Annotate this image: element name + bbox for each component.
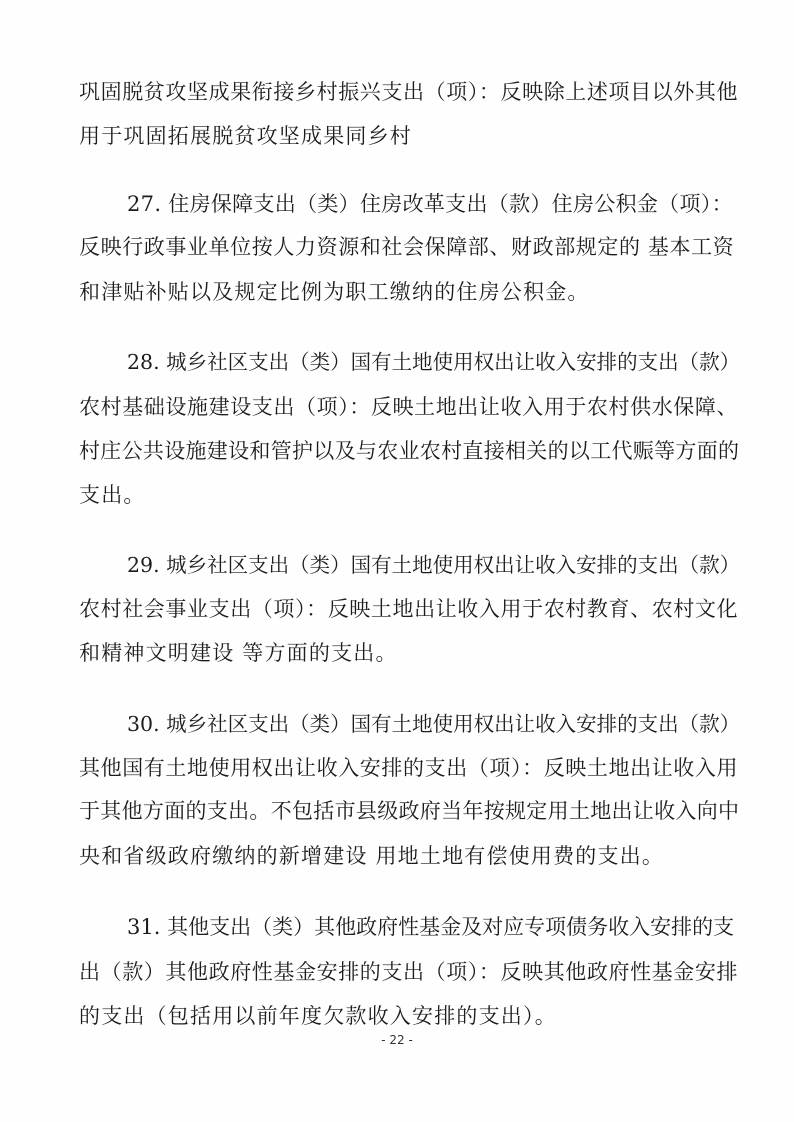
page-number: - 22 - — [381, 1033, 413, 1047]
text-line: 出（款）其他政府性基金安排的支出（项）：反映其他政府性基金安排 — [79, 960, 739, 984]
text-line: 农村基础设施建设支出（项）：反映土地出让收入用于农村供水保障、 — [79, 395, 739, 419]
text-line: 央和省级政府缴纳的新增建设 用地土地有偿使用费的支出。 — [79, 844, 665, 868]
text-line: 30. 城乡社区支出（类）国有土地使用权出让收入安排的支出（款） — [127, 712, 741, 736]
text-line: 27. 住房保障支出（类）住房改革支出（款）住房公积金（项）： — [127, 192, 733, 216]
text-line: 的支出（包括用以前年度欠款收入安排的支出）。 — [79, 1004, 557, 1028]
text-line: 31. 其他支出（类）其他政府性基金及对应专项债务收入安排的支 — [127, 915, 735, 939]
text-line: 用于巩固拓展脱贫攻坚成果同乡村 — [79, 124, 412, 148]
text-line: 于其他方面的支出。不包括市县级政府当年按规定用土地出让收入向中 — [79, 799, 740, 823]
text-line: 和津贴补贴以及规定比例为职工缴纳的住房公积金。 — [79, 280, 590, 304]
text-line: 村庄公共设施建设和管护以及与农业农村直接相关的以工代赈等方面的 — [79, 439, 740, 463]
text-line: 农村社会事业支出（项）：反映土地出让收入用于农村教育、农村文化 — [79, 597, 739, 621]
text-line: 28. 城乡社区支出（类）国有土地使用权出让收入安排的支出（款） — [127, 350, 741, 374]
text-line: 其他国有土地使用权出让收入安排的支出（项）：反映土地出让收入用 — [79, 756, 739, 780]
text-line: 支出。 — [79, 483, 146, 507]
text-line: 巩固脱贫攻坚成果衔接乡村振兴支出（项）：反映除上述项目以外其他 — [79, 80, 739, 104]
text-line: 和精神文明建设 等方面的支出。 — [79, 641, 398, 665]
text-line: 29. 城乡社区支出（类）国有土地使用权出让收入安排的支出（款） — [127, 553, 741, 577]
text-line: 反映行政事业单位按人力资源和社会保障部、财政部规定的 基本工资 — [79, 235, 735, 259]
